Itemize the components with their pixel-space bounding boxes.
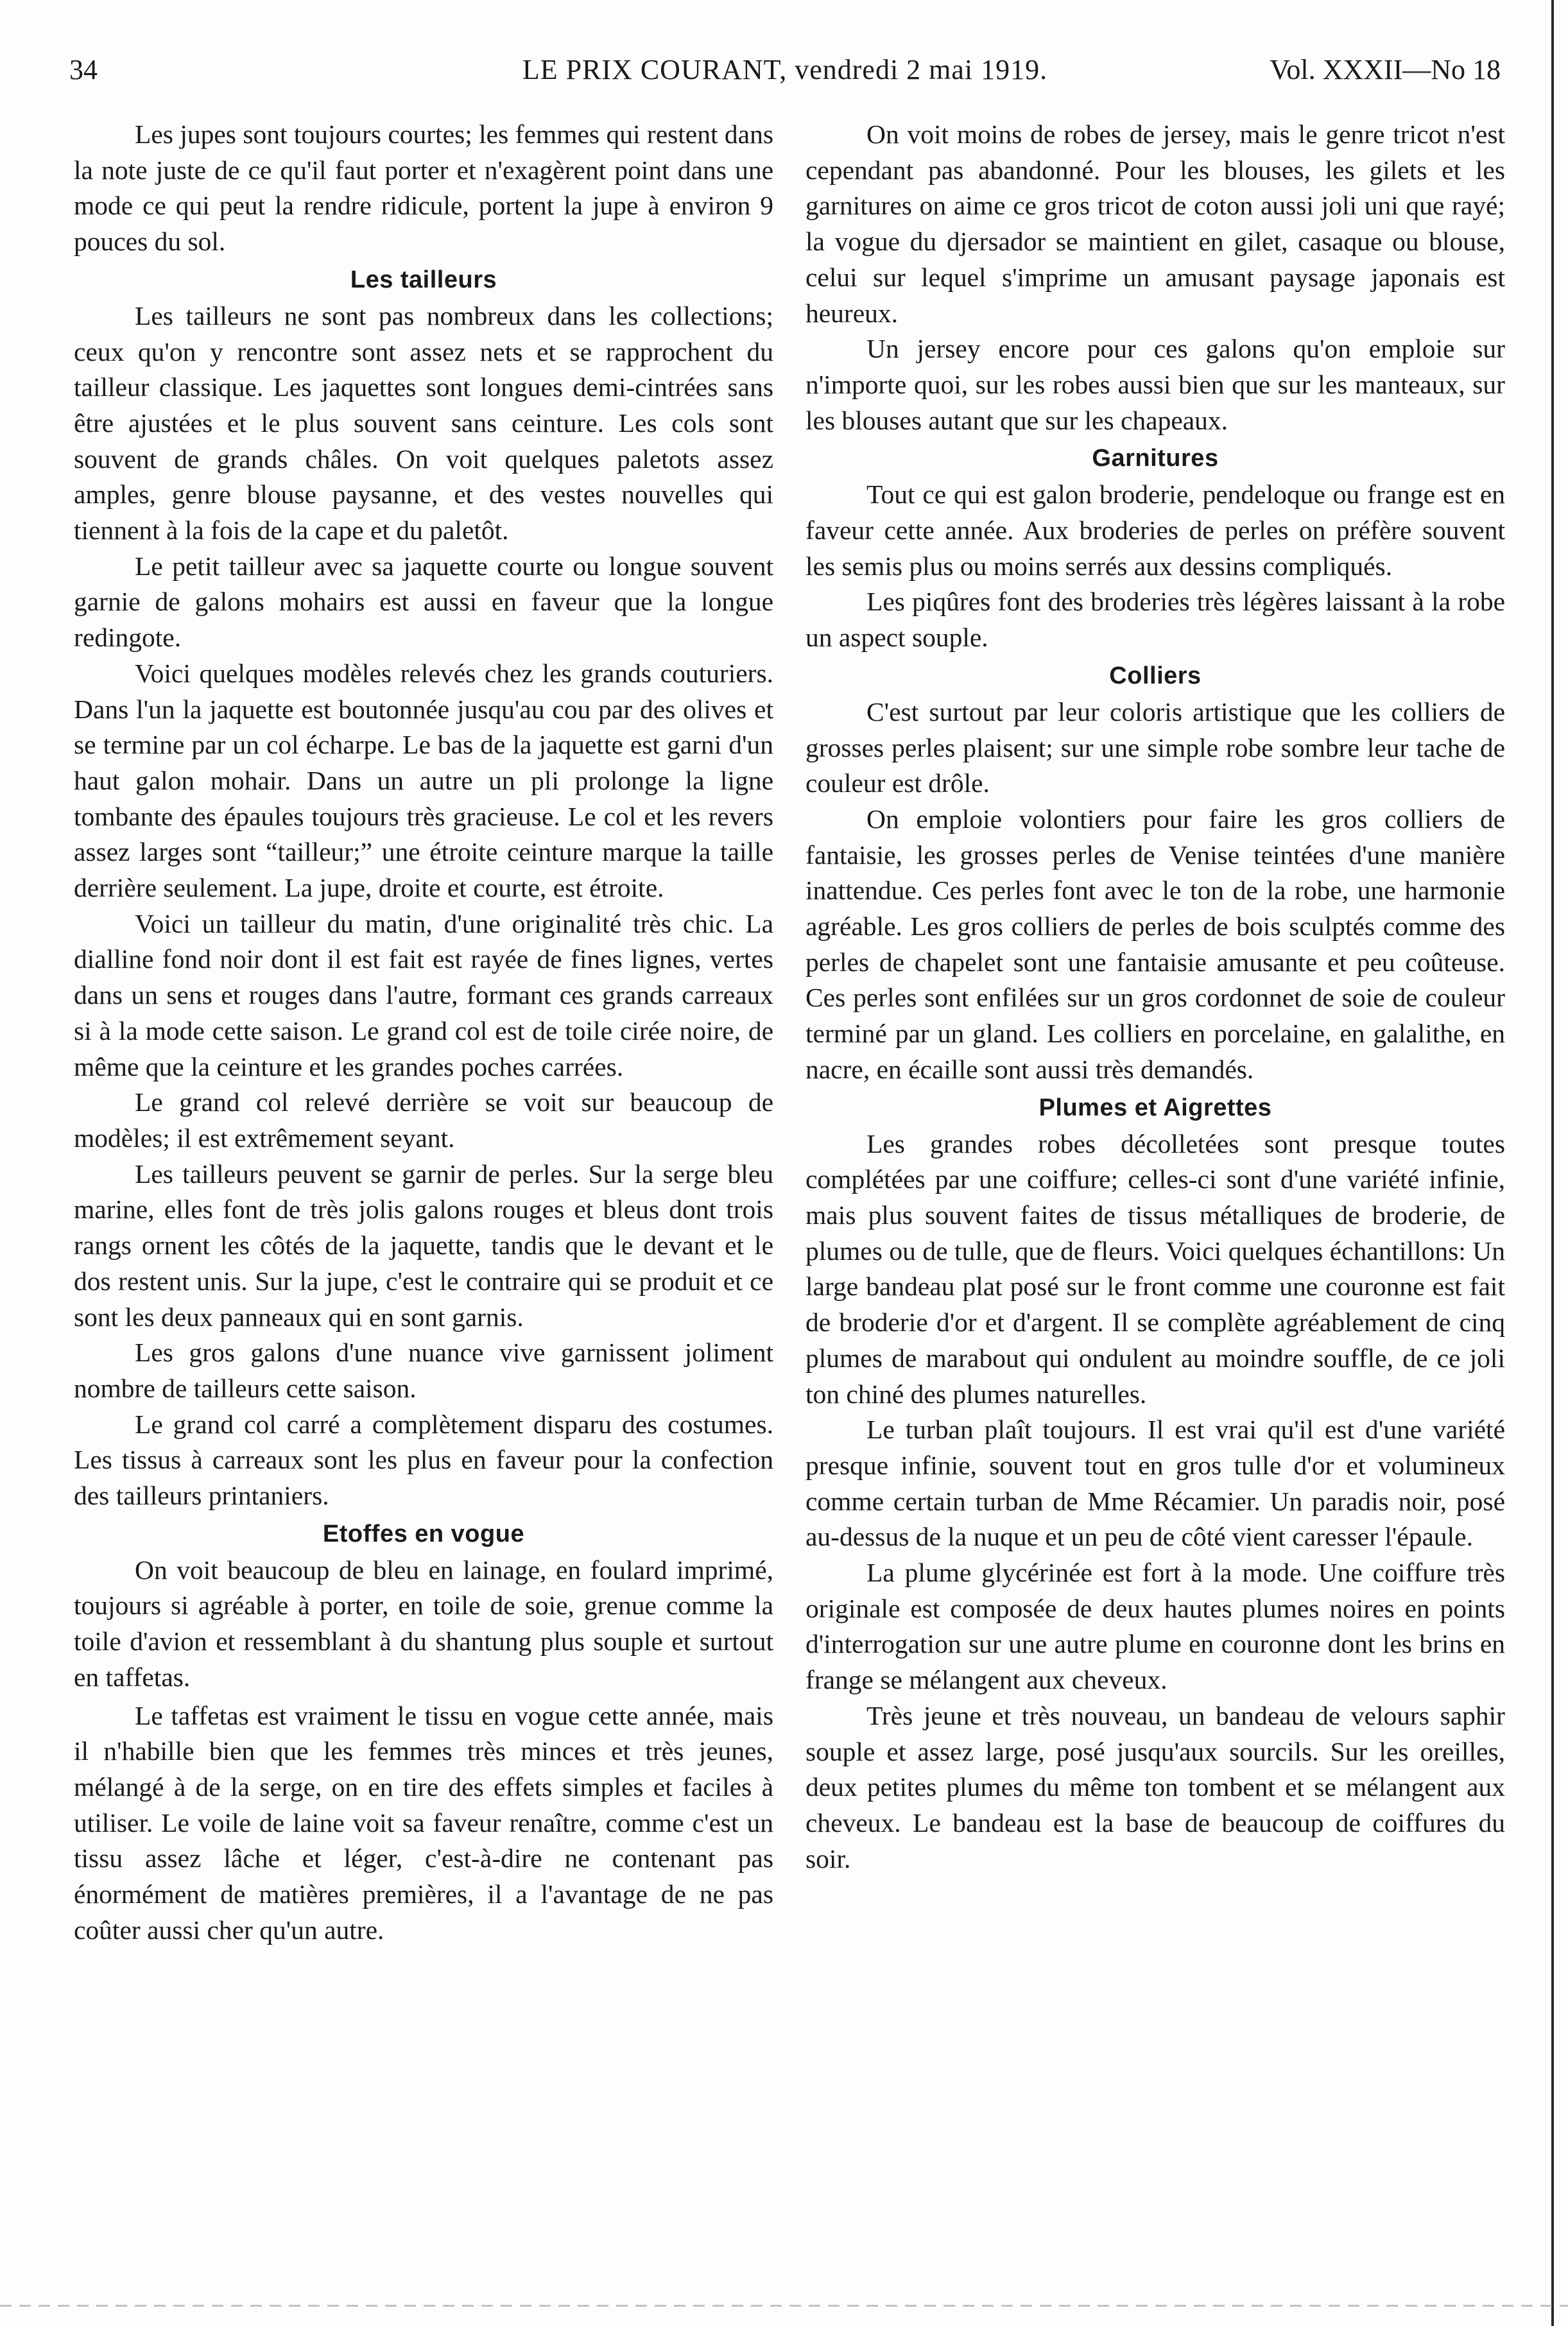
masthead: LE PRIX COURANT, vendredi 2 mai 1919.: [522, 54, 1048, 85]
paragraph: Les jupes sont toujours courtes; les femmes qui restent dans la note juste de ce qu'il faut porter et n'exagèrent point dans une mode ce qui peut la rendre ridicule, portent la jupe à environ 9 pouces du sol.: [74, 119, 773, 257]
section-heading-garnitures: Garnitures: [1092, 445, 1219, 472]
paragraph: Très jeune et très nouveau, un bandeau de velours saphir souple et assez large, posé jusqu'aux sourcils. Sur les oreilles, deux petites plumes du même ton tombent et se mélangent aux cheveux. Le bandeau est la base de beaucoup de coiffures du soir.: [806, 1700, 1505, 1874]
paragraph: La plume glycérinée est fort à la mode. Une coiffure très originale est composée de deux hautes plumes noires en points d'interrogation sur une autre plume en couronne dont les brins en frange se mélangent aux cheveux.: [806, 1558, 1505, 1695]
paragraph: Les gros galons d'une nuance vive garnissent joliment nombre de tailleurs cette saison.: [74, 1338, 773, 1403]
paragraph: On voit beaucoup de bleu en lainage, en foulard imprimé, toujours si agréable à porter, en toile de soie, grenue comme la toile d'avion et ressemblant à du shantung plus souple et surtout en taffetas.: [74, 1555, 773, 1692]
volume-number: Vol. XXXII—No 18: [1270, 54, 1501, 85]
section-heading-plumes: Plumes et Aigrettes: [1038, 1094, 1272, 1121]
paragraph: Voici un tailleur du matin, d'une originalité très chic. La dialline fond noir dont il est fait est rayée de fines lignes, vertes dans un sens et rouges dans l'autre, formant ces grands carreaux si à la mode cette saison. Le grand col est de toile cirée noire, de même que la ceinture et les grandes poches carrées.: [74, 908, 773, 1081]
paragraph: Le grand col carré a complètement disparu des costumes. Les tissus à carreaux sont les plus en faveur pour la confection des tailleurs printaniers.: [74, 1409, 773, 1511]
page-header: [69, 47, 1501, 92]
paragraph: Les tailleurs ne sont pas nombreux dans les collections; ceux qu'on y rencontre sont assez nets et se rapprochent du tailleur classique. Les jaquettes sont longues demi-cintrées sans être ajustées et le plus souvent sans ceinture. Les cols sont souvent de grands châles. On voit quelques paletots assez amples, genre blouse paysanne, et des vestes nouvelles qui tiennent à la fois de la cape et du paletôt.: [74, 300, 773, 546]
paragraph: Un jersey encore pour ces galons qu'on emploie sur n'importe quoi, sur les robes aussi bien que sur les manteaux, sur les blouses autant que sur les chapeaux.: [806, 334, 1505, 435]
paragraph: Le petit tailleur avec sa jaquette courte ou longue souvent garnie de galons mohairs est aussi en faveur que la longue redingote.: [74, 551, 773, 653]
section-heading-etoffes: Etoffes en vogue: [322, 1520, 525, 1547]
paragraph: On emploie volontiers pour faire les gros colliers de fantaisie, les grosses perles de Venise teintées d'une manière inattendue. Ces perles font avec le ton de la robe, une harmonie agréable. Les gros colliers de perles de bois sculptés comme des perles de chapelet sont une fantaisie amusante et peu coûteuse. Ces perles sont enfilées sur un gros cordonnet de soie de couleur terminé par un gland. Les colliers en porcelaine, en galalithe, en nacre, en écaille sont aussi très demandés.: [806, 804, 1505, 1084]
paragraph: Les piqûres font des broderies très légères laissant à la robe un aspect souple.: [806, 587, 1505, 653]
paragraph: Le turban plaît toujours. Il est vrai qu'il est d'une variété presque infinie, souvent tout en gros tulle d'or et volumineux comme certain turban de Mme Récamier. Un paradis noir, posé au-dessus de la nuque et un peu de côté vient caresser l'épaule.: [806, 1415, 1505, 1552]
page-number: 34: [69, 54, 98, 85]
right-column: [806, 117, 1505, 1877]
left-column: [74, 117, 773, 1948]
paragraph: Les grandes robes décolletées sont presque toutes complétées par une coiffure; celles-ci sont d'une variété infinie, mais plus souvent faites de tissus métalliques de broderie, de plumes ou de tulle, que de fleurs. Voici quelques échantillons: Un large bandeau plat posé sur le front comme une couronne est fait de broderie d'or et d'argent. Il se complète agréablement de cinq plumes de marabout qui ondulent au moindre souffle, de ce joli ton chiné des plumes naturelles.: [806, 1128, 1505, 1409]
paragraph: C'est surtout par leur coloris artistique que les colliers de grosses perles plaisent; sur une simple robe sombre leur tache de couleur est drôle.: [806, 696, 1505, 798]
paragraph: On voit moins de robes de jersey, mais le genre tricot n'est cependant pas abandonné. Pour les blouses, les gilets et les garnitures on aime ce gros tricot de coton aussi joli uni que rayé; la vogue du djersador se maintient en gilet, casaque ou blouse, celui sur lequel s'imprime un amusant paysage japonais est heureux.: [806, 119, 1505, 328]
paragraph: Le taffetas est vraiment le tissu en vogue cette année, mais il n'habille bien que les femmes très minces et très jeunes, mélangé à de la serge, on en tire des effets simples et faciles à utiliser. Le voile de laine voit sa faveur renaître, comme c'est un tissu assez lâche et léger, c'est-à-dire ne contenant pas énormément de matières premières, il a l'avantage de ne pas coûter aussi cher qu'un autre.: [74, 1700, 773, 1945]
section-heading-tailleurs: Les tailleurs: [350, 266, 497, 293]
section-heading-colliers: Colliers: [1109, 662, 1202, 689]
paragraph: Tout ce qui est galon broderie, pendeloque ou frange est en faveur cette année. Aux broderies de perles on préfère souvent les semis plus ou moins serrés aux dessins compliqués.: [806, 479, 1505, 581]
bottom-scan-edge: [0, 2305, 1568, 2307]
paragraph: Les tailleurs peuvent se garnir de perles. Sur la serge bleu marine, elles font de très jolis galons rouges et bleus dont trois rangs ornent les côtés de la jaquette, tandis que le devant et le dos restent unis. Sur la jupe, c'est le contraire qui se produit et ce sont les deux panneaux qui en sont garnis.: [74, 1159, 773, 1332]
page-edge-rule: [1551, 0, 1554, 2326]
paragraph: Voici quelques modèles relevés chez les grands couturiers. Dans l'un la jaquette est boutonnée jusqu'au cou par des olives et se termine par un col écharpe. Le bas de la jaquette est garni d'un haut galon mohair. Dans un autre un pli prolonge la ligne tombante des épaules toujours très gracieuse. Le col et les revers assez larges sont “tailleur;” une étroite ceinture marque la taille derrière seulement. La jupe, droite et courte, est étroite.: [74, 658, 773, 903]
paragraph: Le grand col relevé derrière se voit sur beaucoup de modèles; il est extrêmement seyant.: [74, 1087, 773, 1153]
